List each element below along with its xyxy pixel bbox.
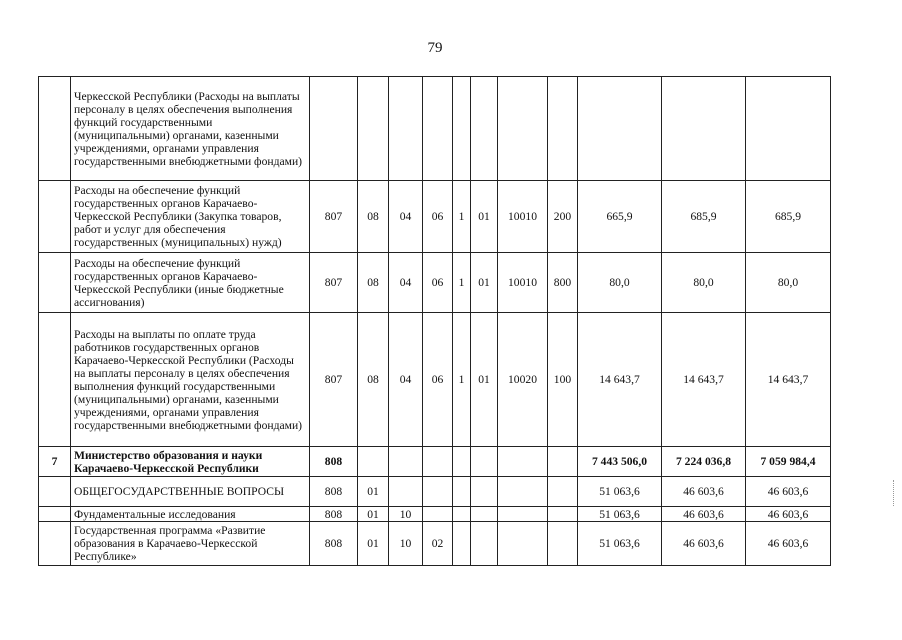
target-article-direction-cell: 10010 xyxy=(498,181,548,253)
target-article-main-cell xyxy=(471,522,498,566)
section-cell: 01 xyxy=(358,522,389,566)
target-article-sub-cell xyxy=(453,77,471,181)
target-article-main-cell xyxy=(471,507,498,522)
section-cell: 08 xyxy=(358,313,389,447)
target-article-sub-cell xyxy=(453,507,471,522)
target-article-direction-cell: 10010 xyxy=(498,253,548,313)
amount-year1-cell: 14 643,7 xyxy=(578,313,662,447)
ved-code-cell: 808 xyxy=(310,447,358,477)
amount-year2-cell: 80,0 xyxy=(662,253,746,313)
amount-year3-cell: 7 059 984,4 xyxy=(746,447,831,477)
row-number-cell xyxy=(39,253,71,313)
row-number-cell xyxy=(39,181,71,253)
table-row xyxy=(39,507,831,522)
name-cell: Министерство образования и науки Карачаево-Черкесской Республики xyxy=(71,447,310,477)
target-article-program-cell: 06 xyxy=(423,253,453,313)
amount-year1-cell: 7 443 506,0 xyxy=(578,447,662,477)
ved-code-cell: 807 xyxy=(310,313,358,447)
name-cell: Расходы на выплаты по оплате труда работников государственных органов Карачаево-Черкесской Республики (Расходы на выплаты персоналу в целях обеспечения выполнения функций государственными (муниципальными) органами, казенными учреждениями, органами управления государственными внебюджетными фондами) xyxy=(71,313,310,447)
section-cell: 08 xyxy=(358,253,389,313)
target-article-main-cell xyxy=(471,77,498,181)
name-cell: Расходы на обеспечение функций государственных органов Карачаево-Черкесской Республики (иные бюджетные ассигнования) xyxy=(71,253,310,313)
expense-type-cell xyxy=(548,477,578,507)
table-row xyxy=(39,77,831,181)
amount-year2-cell: 685,9 xyxy=(662,181,746,253)
target-article-program-cell xyxy=(423,447,453,477)
target-article-sub-cell: 1 xyxy=(453,313,471,447)
ved-code-cell xyxy=(310,77,358,181)
amount-year3-cell: 46 603,6 xyxy=(746,477,831,507)
target-article-program-cell xyxy=(423,507,453,522)
table-body xyxy=(39,77,831,566)
name-cell: ОБЩЕГОСУДАРСТВЕННЫЕ ВОПРОСЫ xyxy=(71,477,310,507)
amount-year3-cell: 685,9 xyxy=(746,181,831,253)
amount-year2-cell: 46 603,6 xyxy=(662,477,746,507)
target-article-program-cell: 02 xyxy=(423,522,453,566)
target-article-program-cell: 06 xyxy=(423,313,453,447)
amount-year1-cell: 51 063,6 xyxy=(578,522,662,566)
amount-year1-cell: 80,0 xyxy=(578,253,662,313)
amount-year2-cell: 14 643,7 xyxy=(662,313,746,447)
target-article-direction-cell xyxy=(498,522,548,566)
section-cell: 01 xyxy=(358,507,389,522)
target-article-program-cell: 06 xyxy=(423,181,453,253)
target-article-sub-cell xyxy=(453,447,471,477)
amount-year3-cell: 80,0 xyxy=(746,253,831,313)
amount-year2-cell xyxy=(662,77,746,181)
amount-year3-cell: 46 603,6 xyxy=(746,507,831,522)
table-row xyxy=(39,447,831,477)
ved-code-cell: 807 xyxy=(310,181,358,253)
amount-year1-cell: 51 063,6 xyxy=(578,477,662,507)
row-number-cell xyxy=(39,522,71,566)
expense-type-cell: 800 xyxy=(548,253,578,313)
name-cell: Черкесской Республики (Расходы на выплаты персоналу в целях обеспечения выполнения функций государственными (муниципальными) органами, казенными учреждениями, органами управления государственными внебюджетными фондами) xyxy=(71,77,310,181)
page-number: 79 xyxy=(427,40,443,56)
scan-mark xyxy=(893,480,900,506)
row-number-cell xyxy=(39,507,71,522)
subsection-cell xyxy=(389,447,423,477)
expense-type-cell xyxy=(548,522,578,566)
subsection-cell: 10 xyxy=(389,507,423,522)
ved-code-cell: 808 xyxy=(310,522,358,566)
subsection-cell: 04 xyxy=(389,313,423,447)
target-article-sub-cell xyxy=(453,522,471,566)
row-number-cell xyxy=(39,477,71,507)
amount-year2-cell: 46 603,6 xyxy=(662,522,746,566)
row-number-cell xyxy=(39,77,71,181)
ved-code-cell: 807 xyxy=(310,253,358,313)
amount-year1-cell: 51 063,6 xyxy=(578,507,662,522)
target-article-program-cell xyxy=(423,77,453,181)
subsection-cell xyxy=(389,77,423,181)
table-row xyxy=(39,181,831,253)
expense-type-cell xyxy=(548,447,578,477)
target-article-main-cell: 01 xyxy=(471,313,498,447)
amount-year3-cell xyxy=(746,77,831,181)
target-article-sub-cell xyxy=(453,477,471,507)
table-row xyxy=(39,313,831,447)
expense-type-cell xyxy=(548,77,578,181)
target-article-main-cell: 01 xyxy=(471,253,498,313)
target-article-sub-cell: 1 xyxy=(453,181,471,253)
table-row xyxy=(39,477,831,507)
target-article-main-cell xyxy=(471,477,498,507)
target-article-direction-cell xyxy=(498,507,548,522)
row-number-cell xyxy=(39,313,71,447)
table-row xyxy=(39,522,831,566)
subsection-cell: 04 xyxy=(389,181,423,253)
budget-table xyxy=(38,76,831,566)
subsection-cell xyxy=(389,477,423,507)
row-number-cell: 7 xyxy=(39,447,71,477)
amount-year3-cell: 14 643,7 xyxy=(746,313,831,447)
name-cell: Государственная программа «Развитие образования в Карачаево-Черкесской Республике» xyxy=(71,522,310,566)
amount-year3-cell: 46 603,6 xyxy=(746,522,831,566)
table-row xyxy=(39,253,831,313)
ved-code-cell: 808 xyxy=(310,477,358,507)
section-cell xyxy=(358,77,389,181)
amount-year1-cell: 665,9 xyxy=(578,181,662,253)
section-cell: 08 xyxy=(358,181,389,253)
target-article-direction-cell xyxy=(498,477,548,507)
target-article-direction-cell xyxy=(498,77,548,181)
section-cell xyxy=(358,447,389,477)
expense-type-cell: 100 xyxy=(548,313,578,447)
target-article-direction-cell: 10020 xyxy=(498,313,548,447)
expense-type-cell xyxy=(548,507,578,522)
name-cell: Фундаментальные исследования xyxy=(71,507,310,522)
amount-year2-cell: 7 224 036,8 xyxy=(662,447,746,477)
amount-year1-cell xyxy=(578,77,662,181)
target-article-main-cell: 01 xyxy=(471,181,498,253)
target-article-main-cell xyxy=(471,447,498,477)
target-article-program-cell xyxy=(423,477,453,507)
target-article-sub-cell: 1 xyxy=(453,253,471,313)
ved-code-cell: 808 xyxy=(310,507,358,522)
subsection-cell: 04 xyxy=(389,253,423,313)
amount-year2-cell: 46 603,6 xyxy=(662,507,746,522)
expense-type-cell: 200 xyxy=(548,181,578,253)
subsection-cell: 10 xyxy=(389,522,423,566)
target-article-direction-cell xyxy=(498,447,548,477)
name-cell: Расходы на обеспечение функций государственных органов Карачаево-Черкесской Республики (Закупка товаров, работ и услуг для обеспечения государственных (муниципальных) нужд) xyxy=(71,181,310,253)
section-cell: 01 xyxy=(358,477,389,507)
